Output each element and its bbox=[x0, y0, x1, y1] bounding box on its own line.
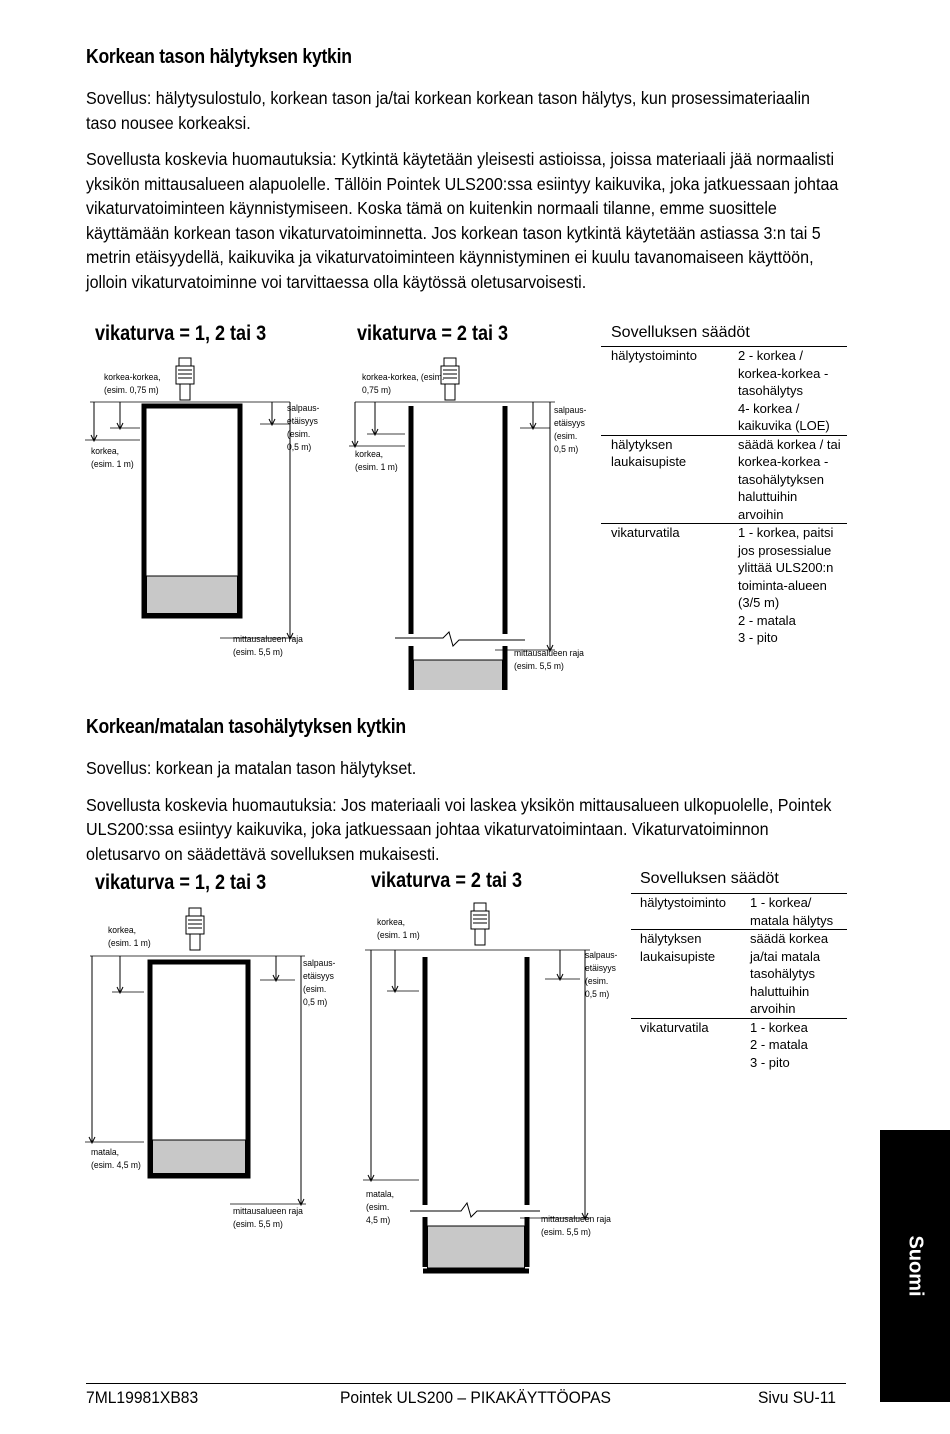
settings-value: 1 - korkea 2 - matala 3 - pito bbox=[750, 1018, 847, 1071]
settings-row bbox=[631, 1018, 847, 1071]
section1-heading: Korkean tason hälytyksen kytkin bbox=[86, 46, 352, 68]
settings-row bbox=[601, 524, 847, 647]
s1d1-label-mid: korkea, (esim. 1 m) bbox=[91, 446, 134, 470]
section1-paragraph-2: Sovellusta koskevia huomautuksia: Kytkintä käytetään yleisesti astioissa, joissa materiaali jää normaalisti yksikön mittausalueen alapuolelle. Tällöin Pointek ULS200:ssa esiintyy kaikuvika, joka jatkuessaan johtaa vikaturvatoiminteen käynnistymiseen. Koska tämä on kuitenkin normaali tilanne, emme suosittele käyttämään korkean tason vikaturvatoiminnetta. Jos korkean tason kytkintä käytetään astiassa 3:n tai 5 metrin etäisyydellä, kaikuvika ja vikaturvatoiminteen käynnistyminen ei kuulu tavanomaiseen käyttöön, jolloin vikaturvatoiminne voi tarvittaessa olla käytössä oletusarvoisesti. bbox=[86, 149, 839, 292]
settings-value: 1 - korkea/ matala hälytys bbox=[750, 895, 834, 928]
s1-settings-table bbox=[601, 346, 847, 647]
s1d2-label-top: korkea-korkea, (esim. 0,75 m) bbox=[362, 372, 445, 396]
settings-key: vikaturvatila bbox=[601, 524, 738, 647]
settings-value: 1 - korkea, paitsi jos prosessialue ylittää ULS200:n toiminta-alueen (3/5 m) 2 - matala 3 - pito bbox=[738, 524, 847, 647]
settings-value: säädä korkea ja/tai matala tasohälytys haluttuihin arvoihin bbox=[750, 930, 847, 1019]
s2-settings-table bbox=[631, 893, 847, 1071]
s2d1-label-top: korkea, (esim. 1 m) bbox=[108, 925, 151, 949]
language-tab bbox=[880, 1130, 950, 1402]
settings-row bbox=[631, 894, 847, 930]
sensor-icon bbox=[179, 358, 191, 366]
s1d2-label-mid: korkea, (esim. 1 m) bbox=[355, 449, 398, 473]
s2-diagram1-title: vikaturva = 1, 2 tai 3 bbox=[95, 871, 267, 894]
settings-key: hälytyksen laukaisupiste bbox=[601, 435, 738, 524]
section2-text bbox=[86, 756, 840, 866]
s2-diagram1 bbox=[80, 900, 350, 1240]
s1-diagram2 bbox=[345, 350, 615, 690]
s2d2-label-right: salpaus- etäisyys (esim. 0,5 m) bbox=[585, 950, 618, 1000]
settings-value: 2 - korkea / korkea-korkea - tasohälytys 4- korkea / kaikuvika (LOE) bbox=[738, 348, 830, 433]
s2d2-label-bottom: mittausalueen raja (esim. 5,5 m) bbox=[541, 1214, 611, 1238]
section1-paragraph-1: Sovellus: hälytysulostulo, korkean tason ja/tai korkean korkean tason hälytys, kun prosessimateriaalin taso nousee korkeaksi. bbox=[86, 88, 810, 133]
material-fill bbox=[414, 660, 503, 690]
s2-settings-title: Sovelluksen säädöt bbox=[640, 870, 779, 887]
section1-text bbox=[86, 86, 840, 294]
sensor-icon bbox=[444, 358, 456, 366]
material-fill bbox=[147, 576, 238, 614]
s2d2-label-low: matala, (esim. 4,5 m) bbox=[366, 1189, 395, 1226]
footer-doc-number: 7ML19981XB83 bbox=[86, 1388, 199, 1407]
section2-paragraph-2: Sovellusta koskevia huomautuksia: Jos materiaali voi laskea yksikön mittausalueen ulkopuolelle, Pointek ULS200:ssa esiintyy kaikuvika, joka jatkuessaan johtaa vikaturvatoimintaan. Vikaturvatoiminnon oletusarvo on säädettävä sovelluksen mukaisesti. bbox=[86, 794, 832, 864]
s1-diagram1 bbox=[80, 350, 340, 670]
settings-key: vikaturvatila bbox=[631, 1018, 750, 1071]
settings-row bbox=[601, 435, 847, 524]
settings-key: hälytystoiminto bbox=[611, 348, 697, 363]
sensor-icon bbox=[189, 908, 201, 916]
s1d1-label-bottom: mittausalueen raja (esim. 5,5 m) bbox=[233, 634, 303, 658]
footer-page-number: Sivu SU-11 bbox=[758, 1388, 836, 1407]
material-fill bbox=[428, 1226, 525, 1268]
section2-heading: Korkean/matalan tasohälytyksen kytkin bbox=[86, 716, 406, 738]
footer-title: Pointek ULS200 – PIKAKÄYTTÖOPAS bbox=[340, 1388, 611, 1407]
s2d2-label-top: korkea, (esim. 1 m) bbox=[377, 917, 420, 941]
s2d1-label-low: matala, (esim. 4,5 m) bbox=[91, 1147, 141, 1171]
settings-key: hälytyksen laukaisupiste bbox=[631, 930, 750, 1019]
s1-diagram2-title: vikaturva = 2 tai 3 bbox=[357, 322, 509, 345]
settings-value: säädä korkea / tai korkea-korkea - tasohälytyksen haluttuihin arvoihin bbox=[738, 435, 847, 524]
language-tab-label: Suomi bbox=[904, 1235, 927, 1297]
s2d1-label-bottom: mittausalueen raja (esim. 5,5 m) bbox=[233, 1206, 303, 1230]
footer-rule bbox=[86, 1383, 846, 1384]
s1-settings-title: Sovelluksen säädöt bbox=[611, 324, 750, 341]
s1d1-label-right: salpaus- etäisyys (esim. 0,5 m) bbox=[287, 403, 320, 453]
settings-row bbox=[631, 930, 847, 1019]
s2-diagram2-title: vikaturva = 2 tai 3 bbox=[371, 869, 523, 892]
s2d1-label-right: salpaus- etäisyys (esim. 0,5 m) bbox=[303, 958, 336, 1008]
material-fill bbox=[153, 1140, 246, 1174]
settings-row bbox=[601, 347, 847, 435]
section2-paragraph-1: Sovellus: korkean ja matalan tason hälytykset. bbox=[86, 758, 417, 778]
settings-key: hälytystoiminto bbox=[640, 895, 726, 910]
sensor-icon bbox=[474, 903, 486, 911]
s1d2-label-bottom: mittausalueen raja (esim. 5,5 m) bbox=[514, 648, 584, 672]
s1d2-label-right: salpaus- etäisyys (esim. 0,5 m) bbox=[554, 405, 587, 455]
s1d1-label-top: korkea-korkea, (esim. 0,75 m) bbox=[104, 372, 161, 396]
s1-diagram1-title: vikaturva = 1, 2 tai 3 bbox=[95, 322, 267, 345]
